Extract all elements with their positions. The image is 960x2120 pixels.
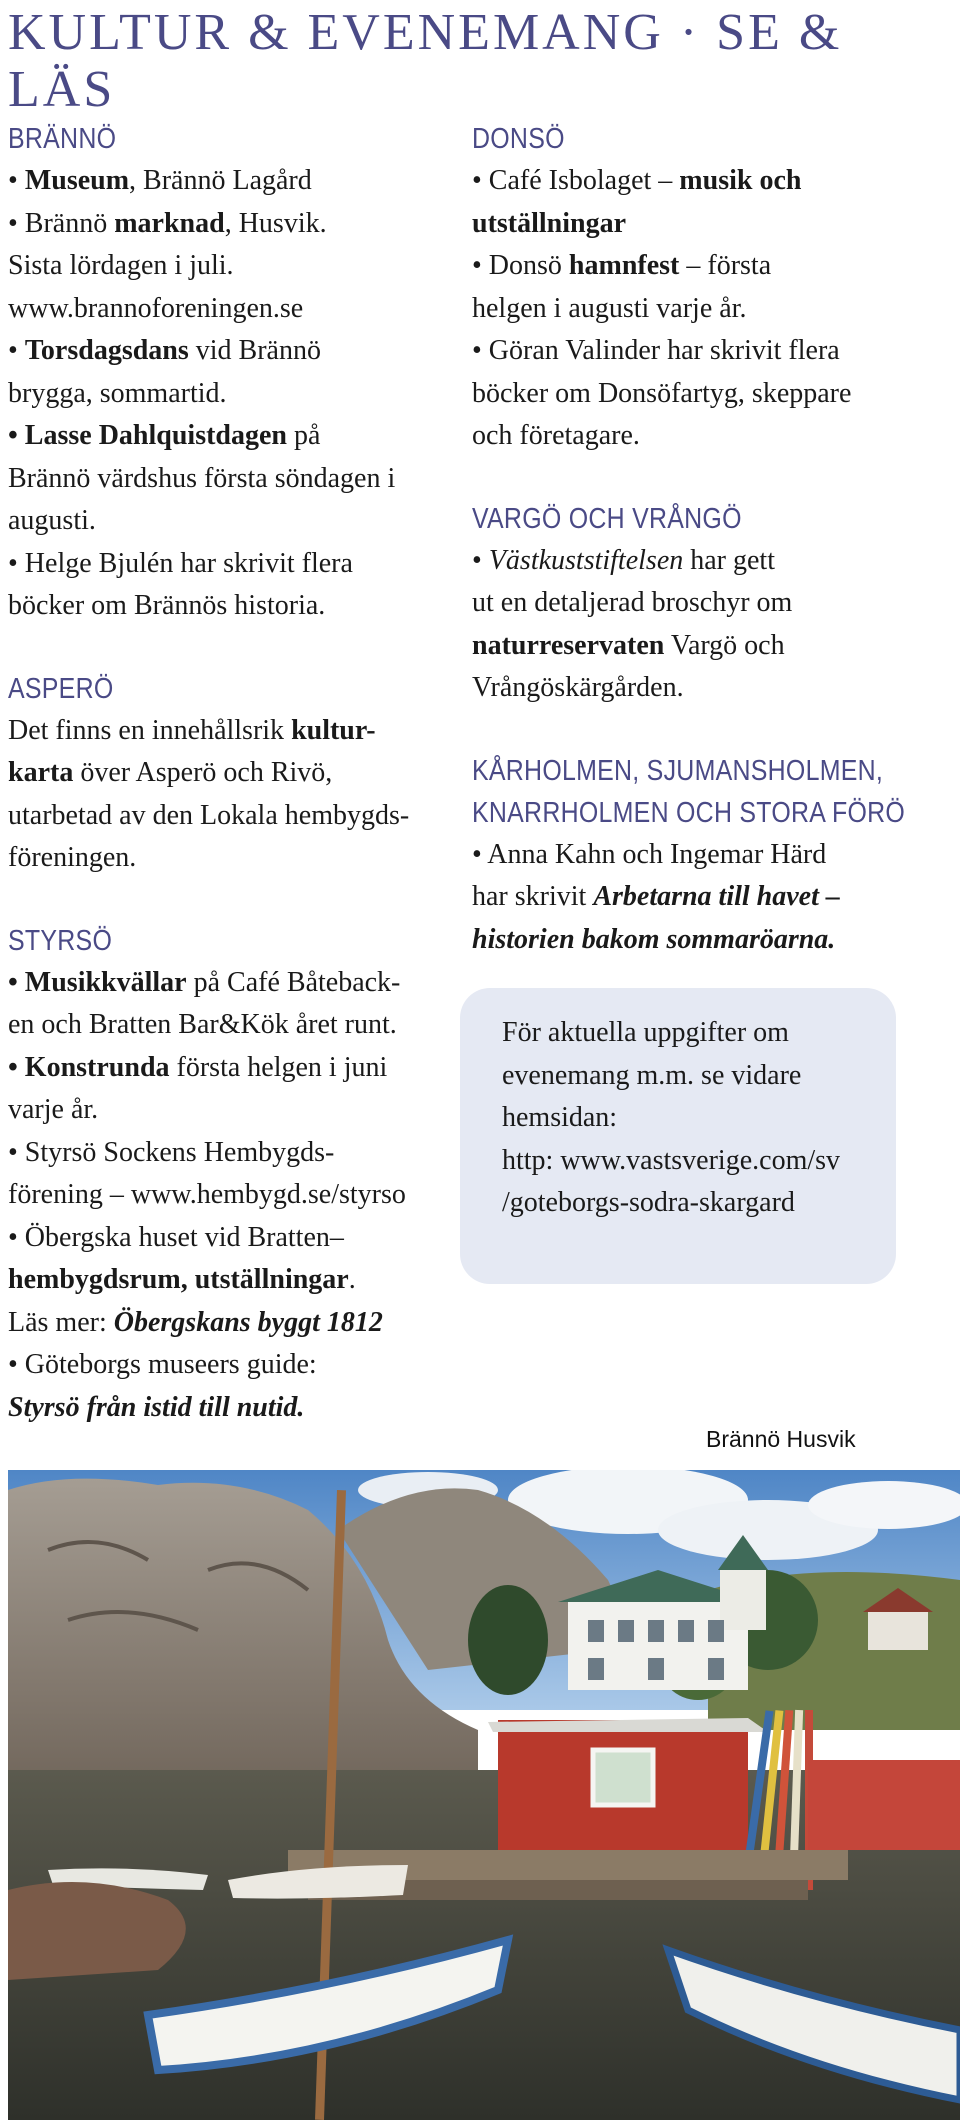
text-line: Läs mer: Öbergskans byggt 1812 [8, 1306, 383, 1338]
text-line: • Öbergska huset vid Bratten– [8, 1221, 344, 1253]
text-line: historien bakom sommaröarna. [472, 923, 836, 955]
section-heading-donso: DONSÖ [472, 123, 565, 155]
text-line: • Styrsö Sockens Hembygds- [8, 1136, 335, 1168]
text-line: Styrsö från istid till nutid. [8, 1391, 305, 1423]
info-box-line: För aktuella uppgifter om [502, 1017, 789, 1048]
section-heading-vargo: VARGÖ OCH VRÅNGÖ [472, 502, 742, 535]
photo-caption: Brännö Husvik [706, 1426, 856, 1452]
section-styrso [8, 920, 448, 1430]
text-line: har skrivit Arbetarna till havet – [472, 881, 840, 912]
section-heading-styrso: STYRSÖ [8, 924, 113, 957]
left-column [8, 118, 448, 1469]
info-box-line: hemsidan: [502, 1102, 618, 1133]
text-line: en och Bratten Bar&Kök året runt. [8, 1009, 397, 1040]
section-body-donso [472, 160, 912, 458]
text-line: www.brannoforeningen.se [8, 292, 304, 324]
text-line: Brännö värdshus första söndagen i [8, 462, 396, 494]
text-line: helgen i augusti varje år. [472, 292, 747, 324]
section-vargo [472, 498, 912, 710]
section-branno [8, 118, 448, 628]
text-line: brygga, sommartid. [8, 377, 227, 409]
text-line: • Torsdagsdans vid Brännö [8, 335, 321, 366]
section-karholmen [472, 750, 912, 962]
right-column [472, 118, 912, 1001]
text-line: • Lasse Dahlquistdagen på [8, 420, 321, 451]
text-line: hembygdsrum, utställningar. [8, 1264, 356, 1295]
text-line: förening – www.hembygd.se/styrso [8, 1179, 406, 1210]
text-line: • Konstrunda första helgen i juni [8, 1051, 388, 1083]
text-line: Det finns en innehållsrik kultur- [8, 714, 376, 746]
text-line: utarbetad av den Lokala hembygds- [8, 799, 410, 831]
section-heading-karholmen-line2: KNARRHOLMEN OCH STORA FÖRÖ [472, 796, 906, 829]
info-box [460, 988, 896, 1284]
section-body-aspero [8, 710, 448, 880]
info-box-url-line[interactable]: http: www.vastsverige.com/sv [502, 1144, 841, 1176]
page-title: KULTUR & EVENEMANG · SE & LÄS [8, 4, 843, 119]
text-line: och företagare. [472, 420, 640, 451]
boathouse-window [593, 1750, 653, 1805]
text-line: naturreservaten Vargö och [472, 629, 785, 661]
section-body-karholmen [472, 834, 912, 962]
text-line: • Göran Valinder har skrivit flera [472, 335, 840, 366]
text-line: böcker om Brännös historia. [8, 590, 326, 621]
text-line: föreningen. [8, 842, 137, 873]
text-line: Sista lördagen i juli. [8, 250, 234, 281]
text-line: augusti. [8, 505, 96, 536]
section-body-branno [8, 160, 448, 628]
text-line: utställningar [472, 207, 627, 239]
info-box-text [502, 1012, 896, 1225]
text-line: • Donsö hamnfest – första [472, 250, 772, 281]
info-box-line: evenemang m.m. se vidare [502, 1059, 802, 1091]
text-line: karta över Asperö och Rivö, [8, 757, 333, 788]
side-shed [808, 1760, 960, 1850]
text-line: • Museum, Brännö Lagård [8, 165, 312, 196]
text-line: varje år. [8, 1094, 99, 1125]
text-line: • Brännö marknad, Husvik. [8, 207, 327, 239]
section-donso [472, 118, 912, 458]
text-line: böcker om Donsöfartyg, skeppare [472, 377, 852, 409]
text-line: • Musikkvällar på Café Båteback- [8, 966, 401, 998]
section-body-vargo [472, 540, 912, 710]
section-aspero [8, 668, 448, 880]
section-heading-karholmen-line1: KÅRHOLMEN, SJUMANSHOLMEN, [472, 754, 884, 787]
text-line: • Anna Kahn och Ingemar Härd [472, 838, 827, 870]
text-line: • Helge Bjulén har skrivit flera [8, 547, 353, 579]
harbor-photo [8, 1470, 960, 2120]
text-line: ut en detaljerad broschyr om [472, 587, 793, 618]
distant-house [868, 1610, 928, 1650]
section-body-styrso [8, 962, 448, 1430]
info-box-url-line[interactable]: /goteborgs-sodra-skargard [502, 1187, 795, 1218]
house-tower [720, 1570, 766, 1630]
section-heading-aspero: ASPERÖ [8, 672, 114, 705]
text-line: • Göteborgs museers guide: [8, 1349, 317, 1380]
tree [468, 1585, 548, 1695]
text-line: • Café Isbolaget – musik och [472, 165, 802, 196]
section-heading-branno: BRÄNNÖ [8, 123, 117, 155]
text-line: • Västkuststiftelsen har gett [472, 544, 775, 576]
text-line: Vrångöskärgården. [472, 672, 684, 703]
